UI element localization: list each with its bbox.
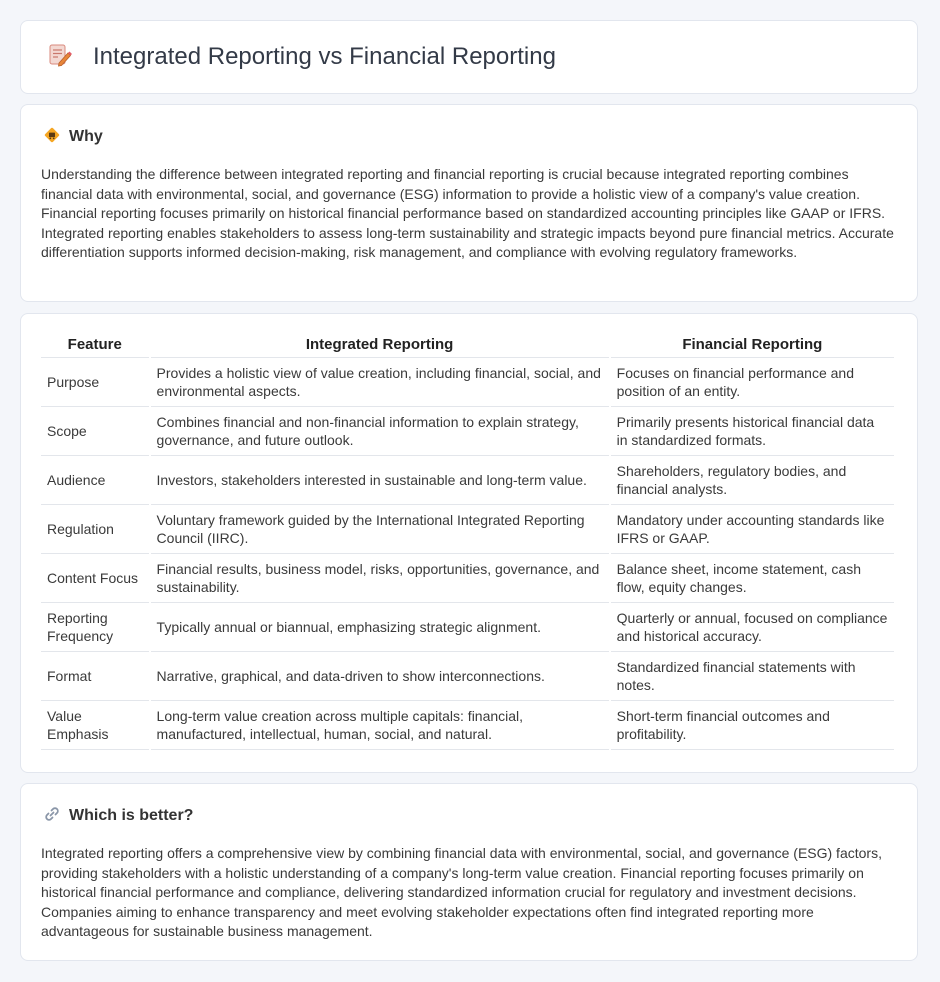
financial-cell: Shareholders, regulatory bodies, and financial analysts. — [611, 456, 894, 505]
document-pencil-icon — [47, 42, 93, 73]
why-section — [20, 104, 918, 302]
why-heading — [41, 125, 897, 149]
why-text: Understanding the difference between integrated reporting and financial reporting is crucial because integrated reporting combines financial data with environmental, social, and governance (ESG) information to provide a holistic view of a company's value creation. Financial reporting focuses primarily on historical financial performance based on standardized accounting principles like GAAP or IFRS. Integrated reporting enables stakeholders to assess long-term sustainability and strategic impacts beyond pure financial metrics. Accurate differentiation supports informed decision-making, risk management, and compliance with evolving regulatory frameworks. — [41, 166, 894, 260]
table-row — [41, 456, 894, 505]
integrated-cell: Narrative, graphical, and data-driven to show interconnections. — [151, 652, 609, 701]
feature-cell: Reporting Frequency — [41, 603, 149, 652]
integrated-cell: Financial results, business model, risks, opportunities, governance, and sustainability. — [151, 554, 609, 603]
feature-cell: Format — [41, 652, 149, 701]
integrated-cell: Provides a holistic view of value creation, including financial, social, and environmental aspects. — [151, 358, 609, 407]
feature-cell: Purpose — [41, 358, 149, 407]
financial-cell: Short-term financial outcomes and profitability. — [611, 701, 894, 750]
header-feature: Feature — [41, 332, 149, 358]
header-financial-reporting: Financial Reporting — [611, 332, 894, 358]
feature-cell: Regulation — [41, 505, 149, 554]
comparison-table-card — [20, 313, 918, 773]
financial-cell: Primarily presents historical financial data in standardized formats. — [611, 407, 894, 456]
integrated-cell: Voluntary framework guided by the International Integrated Reporting Council (IIRC). — [151, 505, 609, 554]
table-row — [41, 701, 894, 750]
better-title: Which is better? — [69, 807, 194, 824]
financial-cell: Mandatory under accounting standards like IFRS or GAAP. — [611, 505, 894, 554]
financial-cell: Standardized financial statements with notes. — [611, 652, 894, 701]
integrated-cell: Combines financial and non-financial information to explain strategy, governance, and future outlook. — [151, 407, 609, 456]
table-row — [41, 652, 894, 701]
financial-cell: Focuses on financial performance and position of an entity. — [611, 358, 894, 407]
title-card — [20, 20, 918, 94]
comparison-table — [39, 332, 896, 750]
integrated-cell: Typically annual or biannual, emphasizing strategic alignment. — [151, 603, 609, 652]
link-icon — [41, 805, 69, 828]
feature-cell: Audience — [41, 456, 149, 505]
better-text: Integrated reporting offers a comprehensive view by combining financial data with environmental, social, and governance (ESG) factors, providing stakeholders with a holistic understanding of a company's long-term value creation. Financial reporting focuses primarily on historical financial performance and compliance, delivering standardized information crucial for regulatory and investment decisions. Companies aiming to enhance transparency and meet evolving stakeholder expectations often find integrated reporting more advantageous for sustainable business management. — [41, 845, 882, 939]
why-title: Why — [69, 128, 103, 145]
integrated-cell: Investors, stakeholders interested in sustainable and long-term value. — [151, 456, 609, 505]
table-row — [41, 554, 894, 603]
warning-diamond-icon — [41, 126, 69, 149]
integrated-cell: Long-term value creation across multiple capitals: financial, manufactured, intellectual, human, social, and natural. — [151, 701, 609, 750]
which-is-better-section — [20, 783, 918, 961]
table-row — [41, 505, 894, 554]
header-integrated-reporting: Integrated Reporting — [151, 332, 609, 358]
page-title: Integrated Reporting vs Financial Reporting — [93, 43, 556, 70]
table-row — [41, 358, 894, 407]
feature-cell: Content Focus — [41, 554, 149, 603]
feature-cell: Value Emphasis — [41, 701, 149, 750]
table-row — [41, 603, 894, 652]
better-heading — [41, 804, 897, 828]
table-row — [41, 407, 894, 456]
table-header-row — [41, 332, 894, 358]
feature-cell: Scope — [41, 407, 149, 456]
financial-cell: Balance sheet, income statement, cash flow, equity changes. — [611, 554, 894, 603]
financial-cell: Quarterly or annual, focused on compliance and historical accuracy. — [611, 603, 894, 652]
